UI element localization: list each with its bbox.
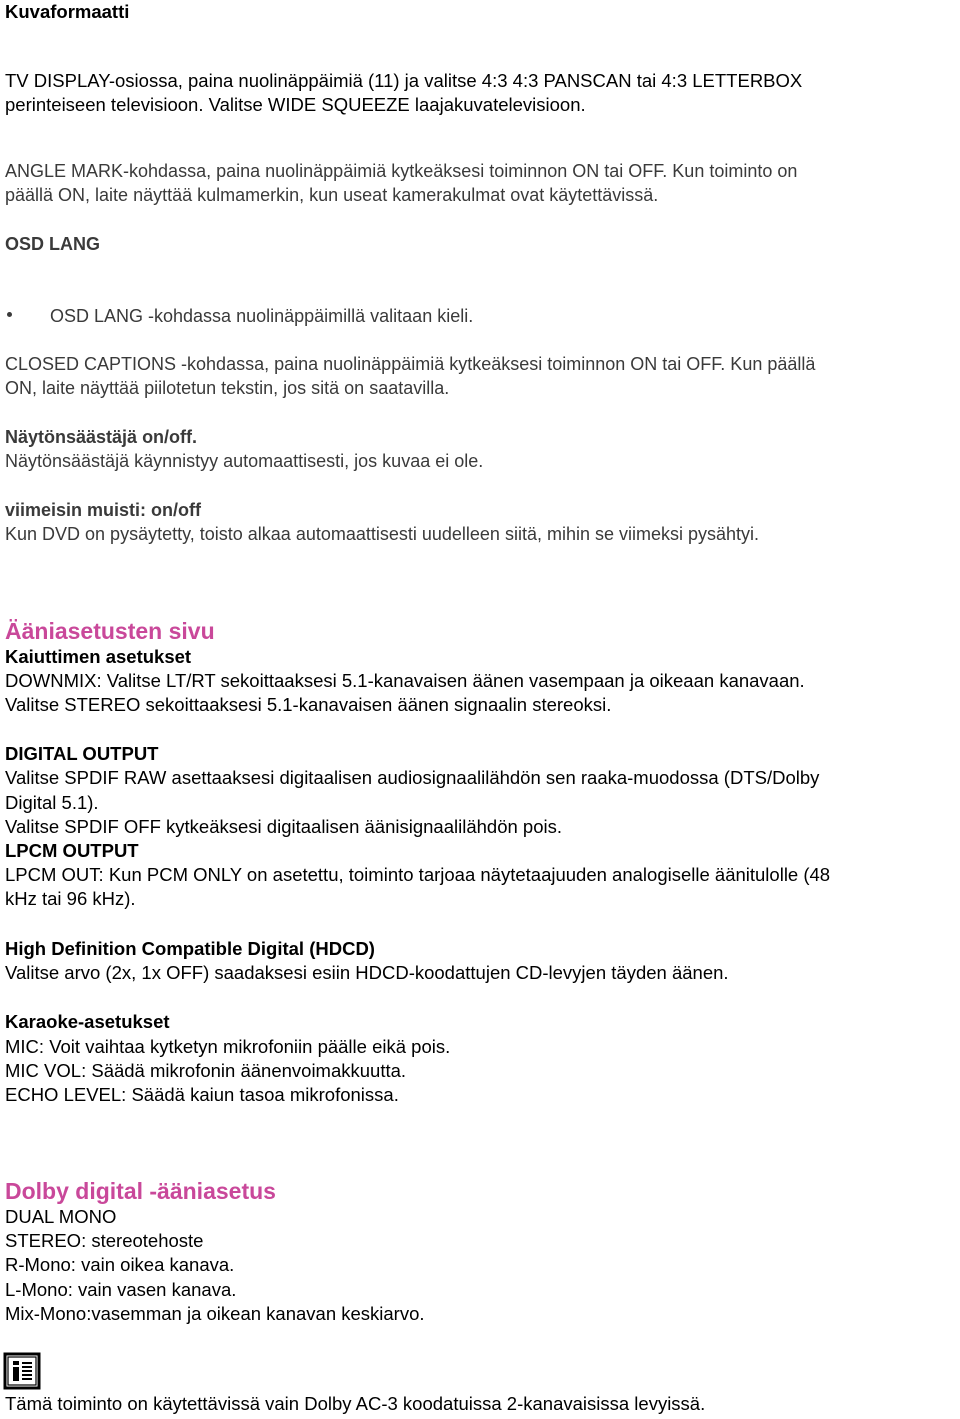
heading-digital-output: DIGITAL OUTPUT xyxy=(5,743,159,764)
heading-osd-lang: OSD LANG xyxy=(5,234,101,254)
osd-lang-bullet: OSD LANG -kohdassa nuolinäppäimillä valitaan kieli. xyxy=(50,306,474,326)
heading-screensaver: Näytönsäästäjä on/off. xyxy=(5,427,198,447)
heading-dolby-digital: Dolby digital -ääniasetus xyxy=(5,1178,276,1204)
last-memory-text: Kun DVD on pysäytetty, toisto alkaa automaattisesti uudelleen siitä, mihin se viimeksi pysähtyi. xyxy=(5,524,760,544)
downmix-line-1: DOWNMIX: Valitse LT/RT sekoittaaksesi 5.1-kanavaisen äänen vasempaan ja oikeaan kanavaan. xyxy=(5,670,805,691)
info-icon xyxy=(3,1352,41,1390)
heading-audio-settings: Ääniasetusten sivu xyxy=(5,618,215,644)
heading-hdcd: High Definition Compatible Digital (HDCD) xyxy=(5,938,375,959)
heading-kuvaformaatti: Kuvaformaatti xyxy=(5,1,130,22)
digital-output-line-2: Digital 5.1). xyxy=(5,792,99,813)
tv-display-line-1: TV DISPLAY-osiossa, paina nuolinäppäimiä (11) ja valitse 4:3 4:3 PANSCAN tai 4:3 LETTERBOX xyxy=(5,70,803,91)
heading-lpcm-output: LPCM OUTPUT xyxy=(5,840,139,861)
dolby-l-mono: L-Mono: vain vasen kanava. xyxy=(5,1279,237,1300)
lpcm-line-2: kHz tai 96 kHz). xyxy=(5,888,136,909)
tv-display-line-2: perinteiseen televisioon. Valitse WIDE SQUEEZE laajakuvatelevisioon. xyxy=(5,94,586,115)
karaoke-mic: MIC: Voit vaihtaa kytketyn mikrofoniin päälle eikä pois. xyxy=(5,1036,451,1057)
dolby-dual-mono: DUAL MONO xyxy=(5,1206,117,1227)
karaoke-mic-vol: MIC VOL: Säädä mikrofonin äänenvoimakkuutta. xyxy=(5,1060,407,1081)
hdcd-text: Valitse arvo (2x, 1x OFF) saadaksesi esiin HDCD-koodattujen CD-levyjen täyden äänen. xyxy=(5,962,729,983)
dolby-mix-mono: Mix-Mono:vasemman ja oikean kanavan keskiarvo. xyxy=(5,1303,425,1324)
heading-speaker-settings: Kaiuttimen asetukset xyxy=(5,646,192,667)
closed-captions-line-1: CLOSED CAPTIONS -kohdassa, paina nuolinäppäimiä kytkeäksesi toiminnon ON tai OFF. Kun päällä xyxy=(5,354,816,374)
dolby-stereo: STEREO: stereotehoste xyxy=(5,1230,204,1251)
lpcm-line-1: LPCM OUT: Kun PCM ONLY on asetettu, toiminto tarjoaa näytetaajuuden analogiselle äänitulolle (48 xyxy=(5,864,831,885)
digital-output-line-3: Valitse SPDIF OFF kytkeäksesi digitaalisen äänisignaalilähdön pois. xyxy=(5,816,562,837)
angle-mark-line-2: päällä ON, laite näyttää kulmamerkin, kun useat kamerakulmat ovat käytettävissä. xyxy=(5,185,659,205)
downmix-line-2: Valitse STEREO sekoittaaksesi 5.1-kanavaisen äänen signaalin stereoksi. xyxy=(5,694,612,715)
heading-karaoke: Karaoke-asetukset xyxy=(5,1011,170,1032)
bullet-icon xyxy=(7,312,12,317)
karaoke-echo-level: ECHO LEVEL: Säädä kaiun tasoa mikrofonissa. xyxy=(5,1084,399,1105)
closed-captions-line-2: ON, laite näyttää piilotetun tekstin, jos sitä on saatavilla. xyxy=(5,378,450,398)
screensaver-text: Näytönsäästäjä käynnistyy automaattisesti, jos kuvaa ei ole. xyxy=(5,451,484,471)
digital-output-line-1: Valitse SPDIF RAW asettaaksesi digitaalisen audiosignaalilähdön sen raaka-muodossa (DTS/Dolby xyxy=(5,767,820,788)
dolby-note: Tämä toiminto on käytettävissä vain Dolby AC-3 koodatuissa 2-kanavaisissa levyissä. xyxy=(5,1393,706,1414)
heading-last-memory: viimeisin muisti: on/off xyxy=(5,500,202,520)
angle-mark-line-1: ANGLE MARK-kohdassa, paina nuolinäppäimiä kytkeäksesi toiminnon ON tai OFF. Kun toiminto on xyxy=(5,161,798,181)
dolby-r-mono: R-Mono: vain oikea kanava. xyxy=(5,1254,235,1275)
